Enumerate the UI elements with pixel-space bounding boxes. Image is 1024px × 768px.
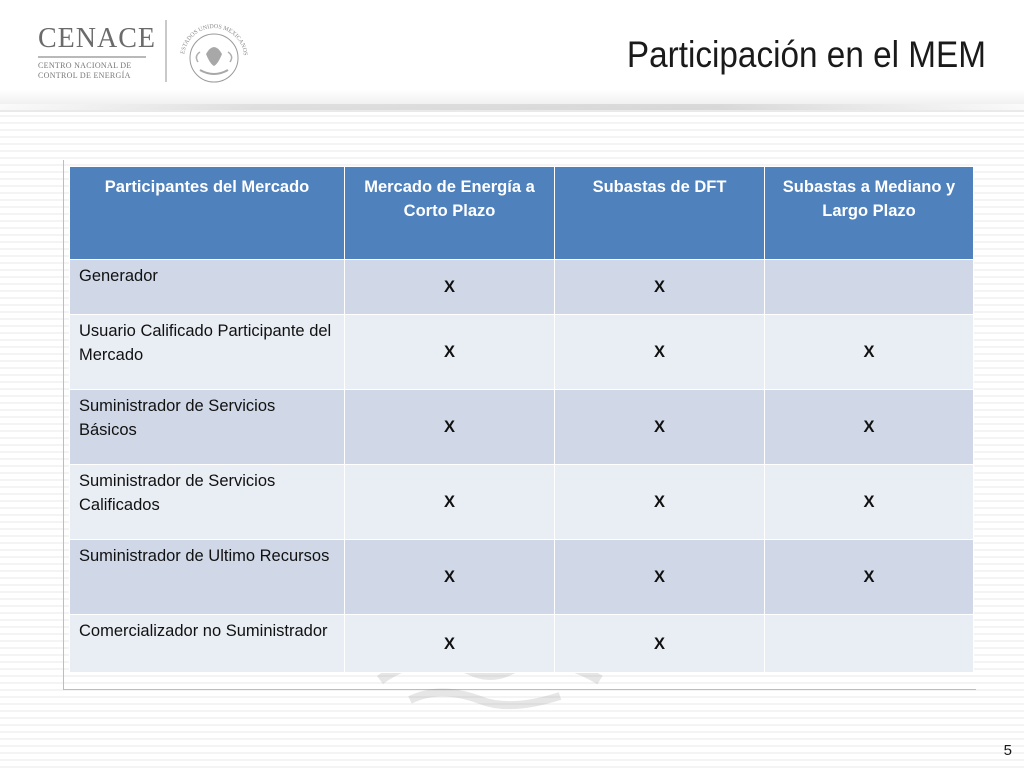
mark-mediano-largo-plazo: X bbox=[765, 540, 974, 615]
mark-mediano-largo-plazo bbox=[765, 260, 974, 315]
mark-mediano-largo-plazo bbox=[765, 615, 974, 673]
participant-name: Suministrador de Servicios Calificados bbox=[70, 465, 345, 540]
seal-lettering: ESTADOS UNIDOS MEXICANOS bbox=[180, 23, 248, 57]
slide-title: Participación en el MEM bbox=[626, 34, 986, 75]
mark-subastas-dft: X bbox=[555, 615, 765, 673]
table-row bbox=[70, 390, 974, 465]
mark-subastas-dft: X bbox=[555, 260, 765, 315]
mark-mediano-largo-plazo: X bbox=[765, 390, 974, 465]
header-divider bbox=[0, 104, 1024, 110]
table-row bbox=[70, 260, 974, 315]
page-number: 5 bbox=[1003, 742, 1012, 759]
mark-corto-plazo: X bbox=[345, 540, 555, 615]
table-row bbox=[70, 540, 974, 615]
column-header-mediano-largo-plazo: Subastas a Mediano y Largo Plazo bbox=[765, 167, 974, 260]
logo-wordmark: CENACE bbox=[38, 23, 156, 54]
participant-name: Generador bbox=[70, 260, 345, 315]
mark-corto-plazo: X bbox=[345, 615, 555, 673]
mark-corto-plazo: X bbox=[345, 260, 555, 315]
table-row bbox=[70, 315, 974, 390]
table-row bbox=[70, 615, 974, 673]
frame-left-line bbox=[63, 160, 64, 690]
national-seal-icon bbox=[176, 18, 252, 86]
column-header-participantes: Participantes del Mercado bbox=[70, 167, 345, 260]
mark-subastas-dft: X bbox=[555, 540, 765, 615]
logo-subtitle-line-2: CONTROL DE ENERGÍA bbox=[38, 71, 131, 80]
participant-name: Suministrador de Ultimo Recursos bbox=[70, 540, 345, 615]
mark-subastas-dft: X bbox=[555, 390, 765, 465]
mark-corto-plazo: X bbox=[345, 465, 555, 540]
logo-rule bbox=[38, 56, 146, 58]
mark-subastas-dft: X bbox=[555, 465, 765, 540]
logo-subtitle-line-1: CENTRO NACIONAL DE bbox=[38, 61, 132, 70]
mark-mediano-largo-plazo: X bbox=[765, 465, 974, 540]
column-header-corto-plazo: Mercado de Energía a Corto Plazo bbox=[345, 167, 555, 260]
cenace-logo bbox=[38, 24, 158, 84]
column-header-subastas-dft: Subastas de DFT bbox=[555, 167, 765, 260]
mark-subastas-dft: X bbox=[555, 315, 765, 390]
participant-name: Usuario Calificado Participante del Mercado bbox=[70, 315, 345, 390]
mark-corto-plazo: X bbox=[345, 390, 555, 465]
participant-name: Suministrador de Servicios Básicos bbox=[70, 390, 345, 465]
table-row bbox=[70, 465, 974, 540]
mark-corto-plazo: X bbox=[345, 315, 555, 390]
participation-table bbox=[69, 166, 974, 673]
mark-mediano-largo-plazo: X bbox=[765, 315, 974, 390]
logo-divider bbox=[165, 20, 167, 82]
table-header-row bbox=[70, 167, 974, 260]
participant-name: Comercializador no Suministrador bbox=[70, 615, 345, 673]
